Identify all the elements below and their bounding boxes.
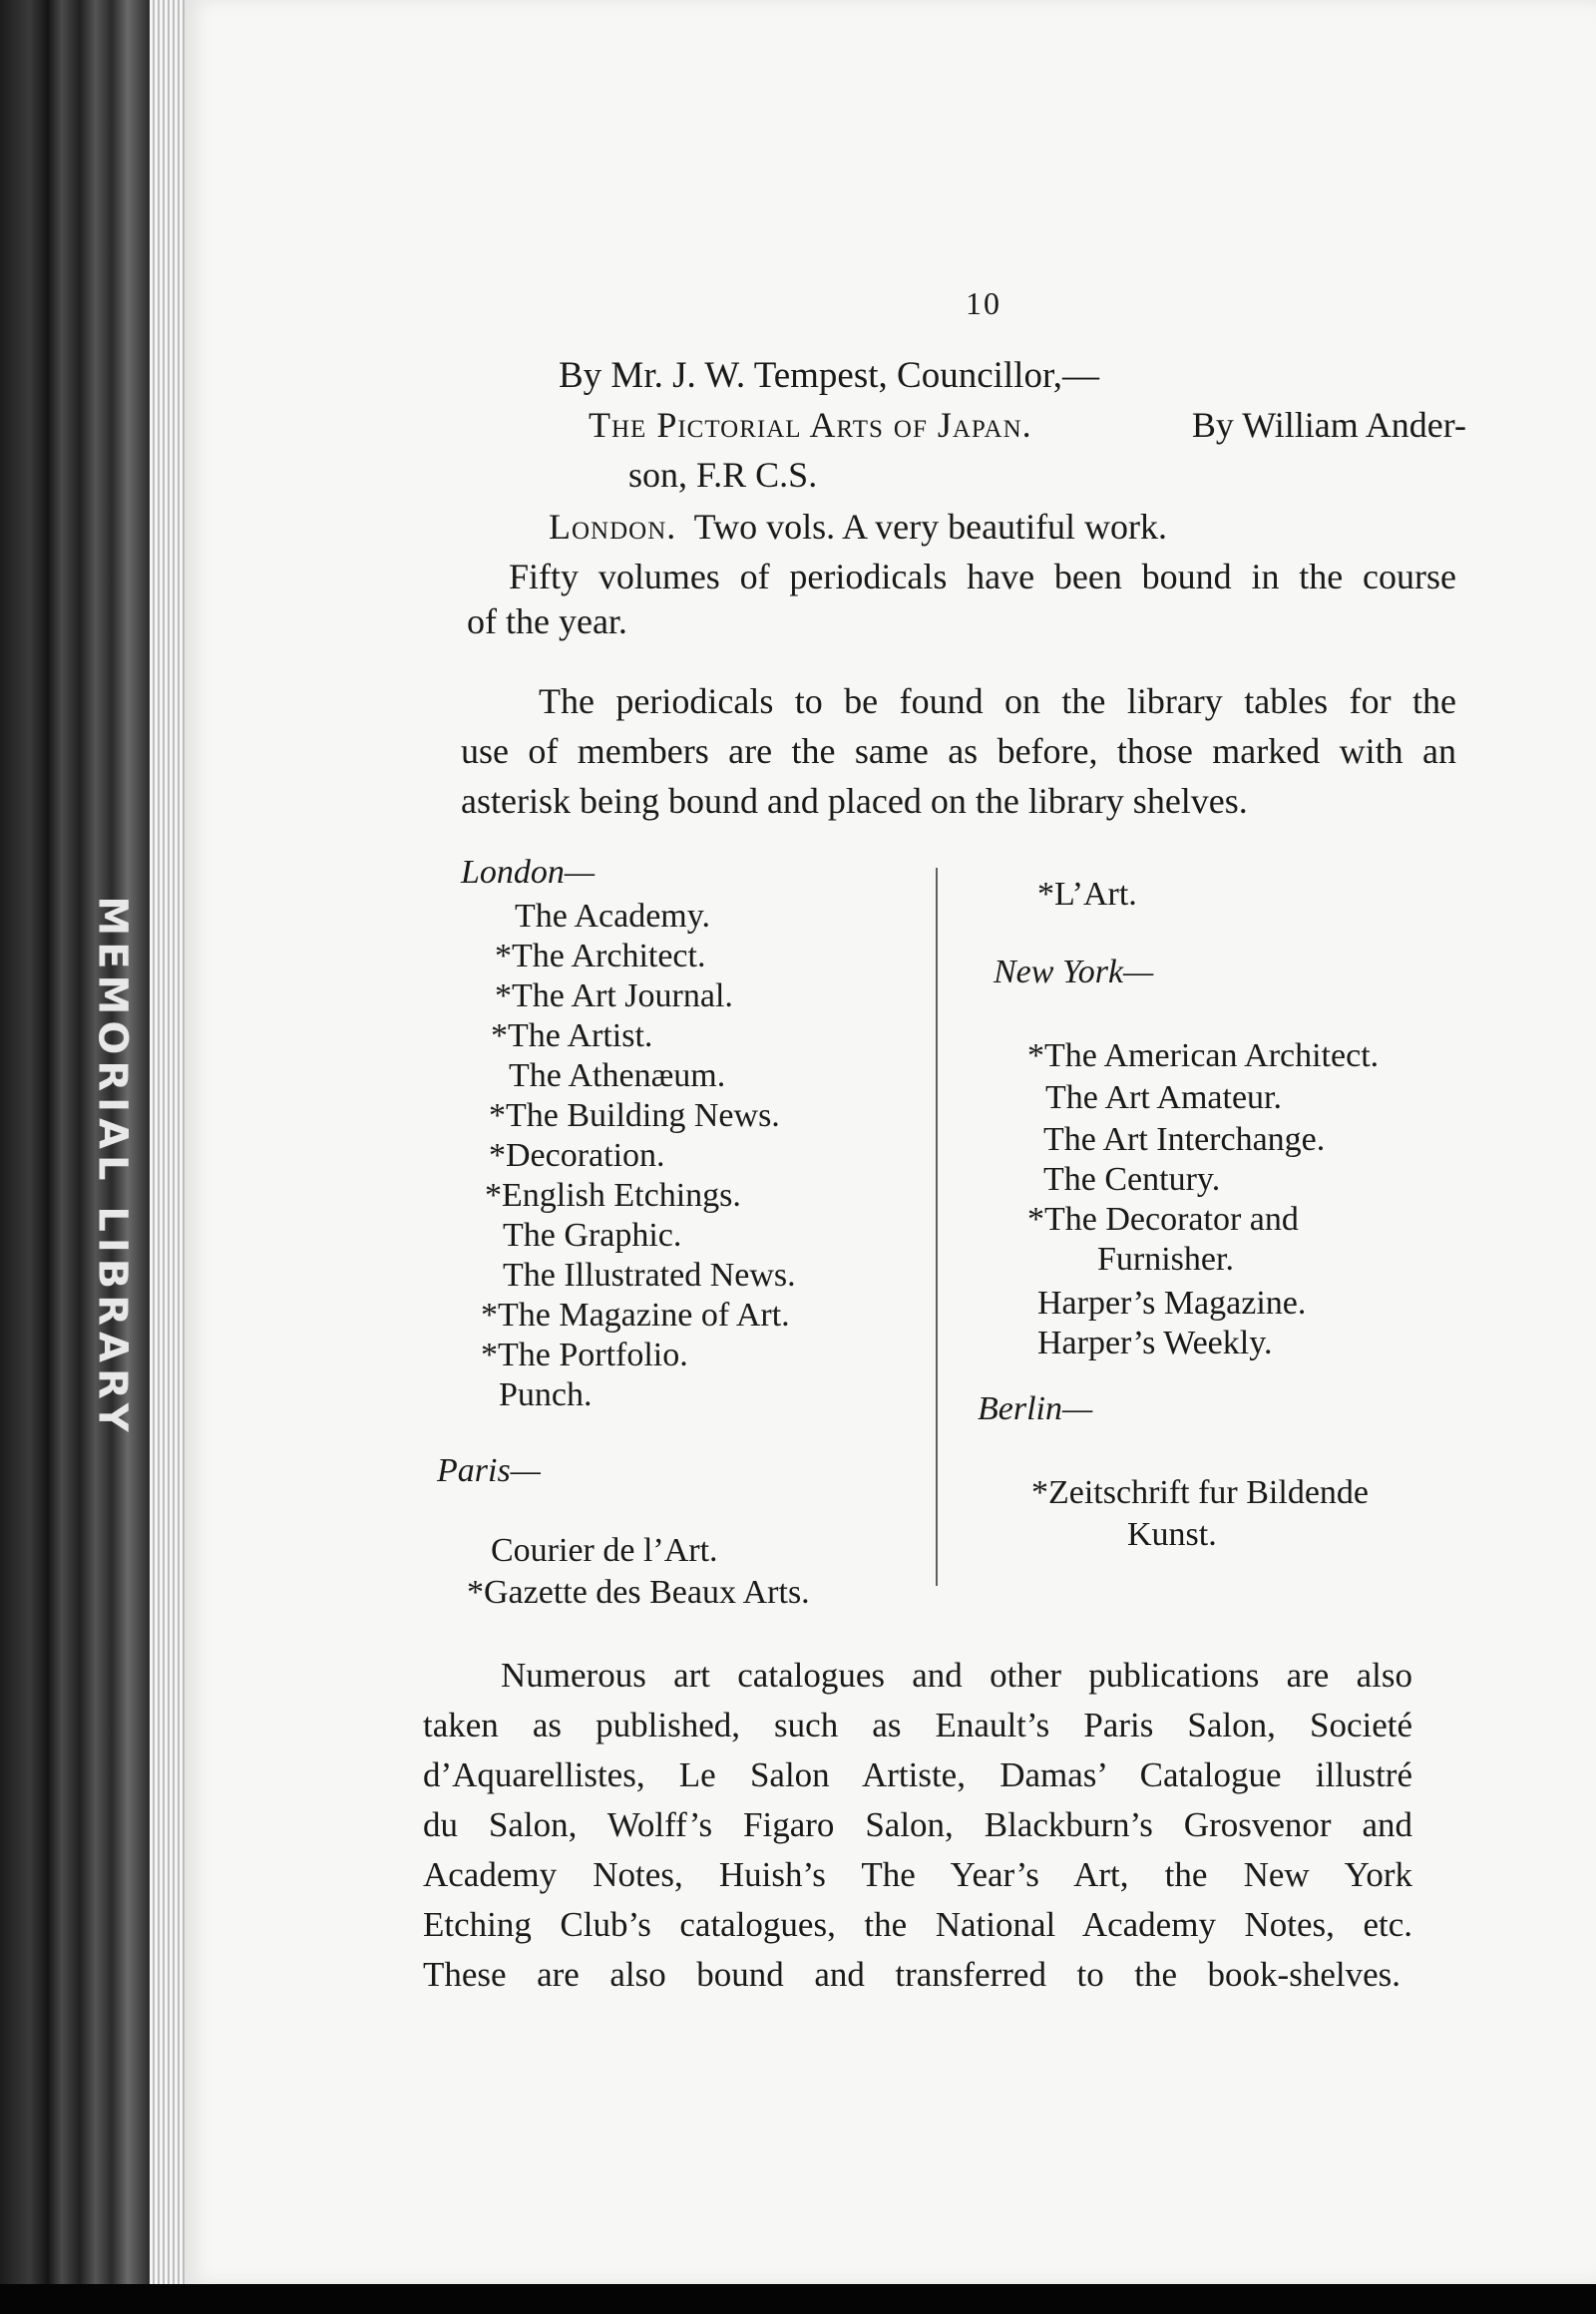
para1-line2: of the year.: [467, 601, 627, 641]
london-item: *The Portfolio.: [481, 1337, 688, 1373]
spine-label: [82, 758, 144, 1576]
new-york-item: *The Decorator and: [1027, 1201, 1299, 1238]
para1-line1: Fifty volumes of periodicals have been bound in the course: [509, 557, 1456, 596]
para3-line6: Etching Club’s catalogues, the National Academy Notes, etc.: [423, 1905, 1412, 1944]
imprint-description: Two vols. A very beautiful work.: [693, 507, 1168, 547]
para3-line5: Academy Notes, Huish’s The Year’s Art, the New York: [423, 1855, 1412, 1894]
donor-line: By Mr. J. W. Tempest, Councillor,—: [559, 355, 1100, 396]
para2-line1: The periodicals to be found on the library tables for the: [539, 681, 1456, 721]
london-item: *English Etchings.: [485, 1177, 741, 1214]
bottom-shadow: [0, 2284, 1596, 2314]
new-york-item: *The American Architect.: [1027, 1037, 1380, 1074]
para3-line1: Numerous art catalogues and other publications are also: [501, 1656, 1412, 1695]
new-york-item: Furnisher.: [1097, 1241, 1234, 1278]
paris-item: Courier de l’Art.: [491, 1532, 718, 1569]
london-item: *Decoration.: [489, 1137, 665, 1174]
para3-line7: These are also bound and transferred to the book-shelves.: [423, 1955, 1400, 1994]
book-imprint: [549, 509, 1167, 545]
column-divider: [936, 868, 938, 1586]
book-binding: [0, 0, 150, 2314]
new-york-item: Harper’s Weekly.: [1037, 1325, 1273, 1361]
berlin-item: Kunst.: [1127, 1516, 1217, 1553]
london-item: The Graphic.: [503, 1217, 682, 1254]
berlin-heading: Berlin—: [978, 1390, 1093, 1427]
london-item: *The Art Journal.: [495, 977, 733, 1014]
paris-item: *Gazette des Beaux Arts.: [467, 1574, 810, 1611]
para2-line2: use of members are the same as before, those marked with an: [461, 731, 1456, 771]
new-york-item: The Art Amateur.: [1045, 1079, 1283, 1116]
book-author: By William Ander-: [1191, 405, 1466, 445]
new-york-item: Harper’s Magazine.: [1037, 1285, 1307, 1322]
new-york-heading: New York—: [994, 954, 1154, 990]
book-title-line2: son, F.R C.S.: [628, 455, 818, 495]
london-item: *The Magazine of Art.: [481, 1297, 790, 1334]
paris-item: *L’Art.: [1037, 876, 1137, 913]
london-item: *The Building News.: [489, 1097, 780, 1134]
page-number: 10: [966, 285, 1001, 321]
book-title-line1: [589, 407, 1466, 443]
para3-line2: taken as published, such as Enault’s Paris Salon, Societé: [423, 1706, 1412, 1744]
london-item: The Academy.: [515, 898, 711, 935]
london-item: The Illustrated News.: [503, 1257, 796, 1294]
paris-heading: Paris—: [437, 1452, 541, 1489]
london-item: The Athenæum.: [509, 1057, 726, 1094]
imprint-place: London.: [549, 507, 677, 547]
london-heading: London—: [461, 854, 596, 891]
london-item: *The Artist.: [491, 1017, 653, 1054]
new-york-item: The Art Interchange.: [1043, 1121, 1326, 1158]
book-title: The Pictorial Arts of Japan.: [589, 405, 1032, 445]
berlin-item: *Zeitschrift fur Bildende: [1031, 1474, 1370, 1511]
page-edges: [150, 0, 190, 2294]
new-york-item: The Century.: [1043, 1161, 1221, 1198]
para3-line4: du Salon, Wolff’s Figaro Salon, Blackburn’s Grosvenor and: [423, 1805, 1412, 1844]
spine-label-text: MEMORIAL LIBRARY: [90, 896, 136, 1438]
london-item: *The Architect.: [495, 938, 706, 974]
para2-line3: asterisk being bound and placed on the library shelves.: [461, 781, 1248, 821]
para3-line3: d’Aquarellistes, Le Salon Artiste, Damas’ Catalogue illustré: [423, 1755, 1412, 1794]
london-item: Punch.: [499, 1376, 593, 1413]
